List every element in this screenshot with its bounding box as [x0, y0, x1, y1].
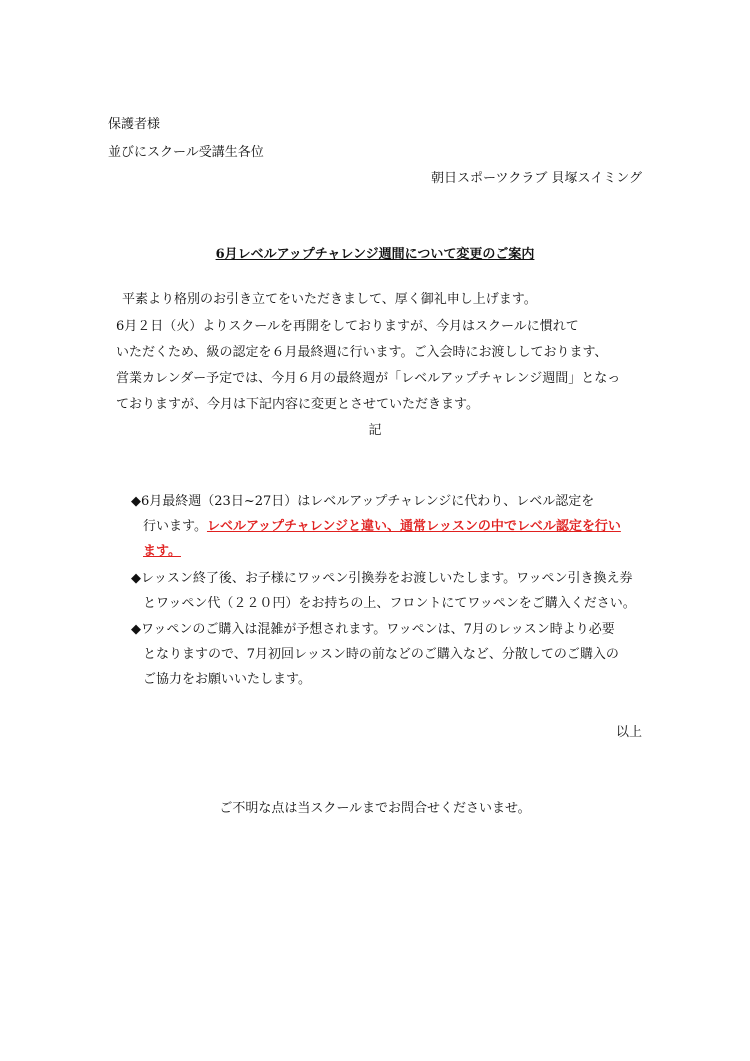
ki-marker: 記 [368, 423, 382, 438]
bullet-2-line-2: とワッペン代（２２０円）をお持ちの上、フロントにてワッペンをご購入ください。 [143, 596, 636, 611]
bullet-1-line-1 [131, 494, 594, 510]
body-line-2: 6月２日（火）よりスクールを再開をしておりますが、今月はスクールに慣れて [116, 319, 579, 334]
body-line-3: いただくため、級の認定を６月最終週に行います。ご入会時にお渡ししております、 [116, 345, 608, 360]
bullet-1-text-2: 行います。 [143, 519, 207, 534]
recipient-students: 並びにスクール受講生各位 [108, 145, 264, 160]
diamond-bullet-icon: ◆ [131, 622, 141, 637]
bullet-2-text-1: レッスン終了後、お子様にワッペン引換券をお渡しいたします。ワッペン引き換え券 [141, 571, 633, 586]
bullet-2-line-1 [131, 571, 633, 587]
bullet-3-line-3: ご協力をお願いいたします。 [143, 672, 311, 687]
document-title: 6月レベルアップチャレンジ週間について変更のご案内 [215, 247, 535, 262]
diamond-bullet-icon: ◆ [131, 494, 141, 509]
bullet-1-highlight-2: ます。 [143, 544, 181, 559]
bullet-1-line-2 [143, 519, 621, 535]
recipient-guardians: 保護者様 [108, 117, 161, 132]
body-line-5: ておりますが、今月は下記内容に変更とさせていただきます。 [116, 397, 479, 412]
bullet-3-line-1 [131, 622, 615, 638]
bullet-3-text-1: ワッペンのご購入は混雑が予想されます。ワッペンは、7月のレッスン時より必要 [141, 622, 615, 637]
bullet-1-text-1: 6月最終週（23日~27日）はレベルアップチャレンジに代わり、レベル認定を [141, 494, 595, 509]
bullet-1-line-3 [143, 544, 181, 560]
sender-name: 朝日スポーツクラブ 貝塚スイミング [431, 171, 642, 186]
bullet-3-line-2: となりますので、7月初回レッスン時の前などのご購入など、分散してのご購入の [143, 647, 619, 662]
body-line-1: 平素より格別のお引き立てをいただきまして、厚く御礼申し上げます。 [122, 292, 537, 307]
closing-ijou: 以上 [615, 725, 642, 740]
footer-contact-note: ご不明な点は当スクールまでお問合せくださいませ。 [219, 801, 531, 816]
diamond-bullet-icon: ◆ [131, 571, 141, 586]
body-line-4: 営業カレンダー予定では、今月６月の最終週が「レベルアップチャレンジ週間」となっ [116, 371, 621, 386]
bullet-1-highlight-1: レベルアップチャレンジと違い、通常レッスンの中でレベル認定を行い [206, 519, 621, 534]
